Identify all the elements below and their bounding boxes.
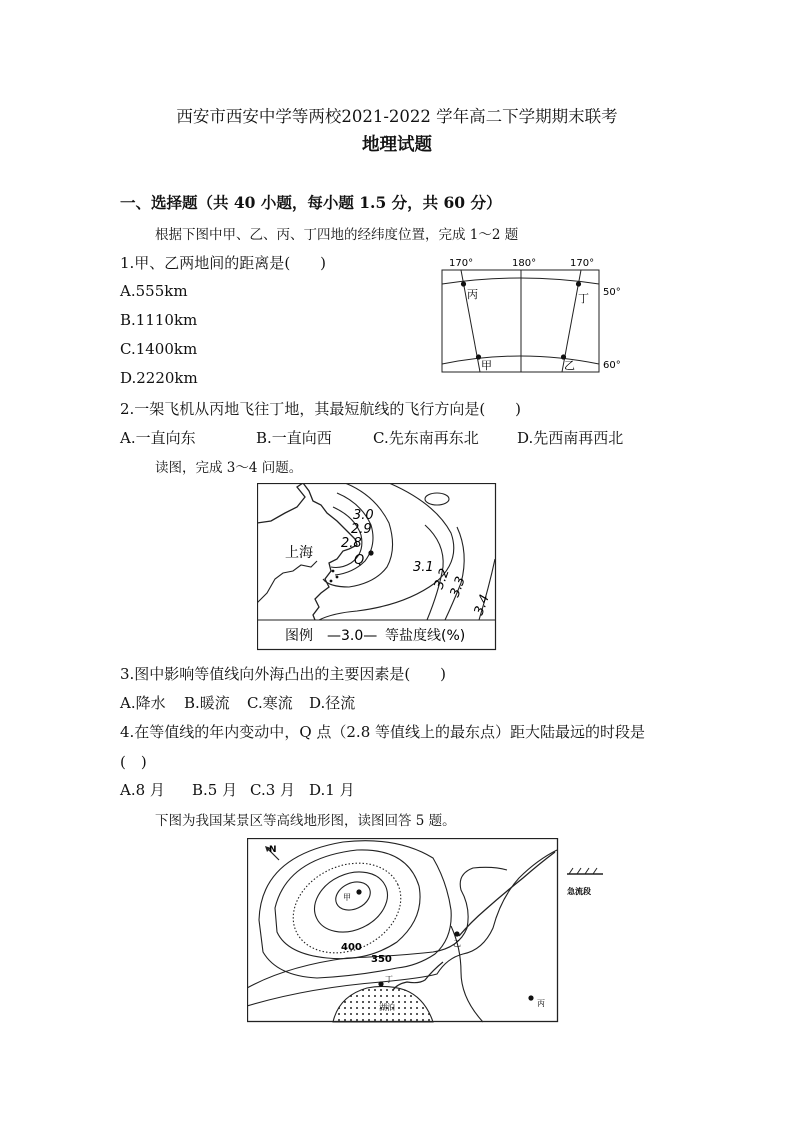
shoal-dot bbox=[336, 576, 339, 579]
isoline-label-3-2: 3.2 bbox=[431, 566, 453, 592]
point-yi bbox=[454, 931, 459, 936]
q3-option-b: B.暖流 bbox=[184, 694, 230, 712]
point-jia bbox=[356, 889, 361, 894]
isoline-label-3-4: 3.4 bbox=[471, 592, 493, 618]
isoline-label-3-3: 3.3 bbox=[447, 574, 469, 600]
label-yi: 乙 bbox=[564, 359, 575, 372]
elev-label-350: 350 bbox=[371, 954, 392, 965]
q2-option-c: C.先东南再东北 bbox=[373, 429, 479, 447]
point-ding bbox=[378, 981, 383, 986]
contour-map-figure bbox=[247, 838, 617, 1028]
point-bing bbox=[528, 995, 533, 1000]
q3-option-d: D.径流 bbox=[309, 694, 356, 712]
shoal-dot bbox=[332, 570, 335, 573]
label-ding: 丁 bbox=[385, 975, 393, 984]
q1-option-b: B.1110km bbox=[120, 311, 198, 329]
point-bing bbox=[461, 281, 466, 286]
lake-label: 湖泊 bbox=[379, 1003, 395, 1012]
legend-sample: —3.0— bbox=[327, 628, 378, 644]
point-ding bbox=[576, 281, 581, 286]
city-label-shanghai: 上海 bbox=[285, 545, 313, 561]
q1-option-c: C.1400km bbox=[120, 340, 198, 358]
q4-stem: 4.在等值线的年内变动中，Q 点（2.8 等值线上的最东点）距大陆最远的时段是 bbox=[120, 723, 646, 741]
salinity-map-figure bbox=[257, 483, 497, 651]
intro-q3-q4: 读图，完成 3～4 问题。 bbox=[155, 460, 303, 476]
lat-top-label: 50° bbox=[603, 287, 621, 298]
legend-text: 等盐度线(%) bbox=[385, 628, 466, 644]
q4-option-a: A.8 月 bbox=[120, 781, 165, 799]
latlong-grid-figure bbox=[440, 252, 630, 376]
q4-bracket: ( ) bbox=[120, 753, 147, 771]
legend-rapids-label: 急流段 bbox=[567, 887, 591, 896]
q3-stem: 3.图中影响等值线向外海凸出的主要因素是( ) bbox=[120, 665, 447, 683]
q1-stem: 1.甲、乙两地间的距离是( ) bbox=[120, 254, 327, 272]
isoline-label-2-8: 2.8 bbox=[341, 536, 362, 551]
label-q: Q bbox=[354, 553, 365, 568]
isoline-label-3-0: 3.0 bbox=[353, 508, 374, 523]
label-bing: 丙 bbox=[467, 288, 478, 301]
label-jia: 甲 bbox=[343, 893, 351, 902]
elev-label-400: 400 bbox=[341, 942, 362, 953]
label-ding: 丁 bbox=[578, 292, 589, 305]
intro-q5: 下图为我国某景区等高线地形图，读图回答 5 题。 bbox=[155, 813, 456, 829]
q2-option-b: B.一直向西 bbox=[256, 429, 332, 447]
label-jia: 甲 bbox=[481, 359, 492, 372]
lon-left-label: 170° bbox=[449, 258, 474, 269]
north-label: N bbox=[269, 845, 277, 855]
point-q bbox=[368, 550, 373, 555]
q3-option-c: C.寒流 bbox=[247, 694, 293, 712]
q1-option-a: A.555km bbox=[120, 282, 188, 300]
lon-mid-label: 180° bbox=[512, 258, 537, 269]
q4-option-d: D.1 月 bbox=[309, 781, 355, 799]
q2-option-d: D.先西南再西北 bbox=[517, 429, 624, 447]
shoal-dot bbox=[330, 580, 333, 583]
q1-option-d: D.2220km bbox=[120, 369, 198, 387]
exam-subtitle: 地理试题 bbox=[362, 135, 432, 155]
label-yi: 乙 bbox=[453, 939, 461, 948]
intro-q1-q2: 根据下图中甲、乙、丙、丁四地的经纬度位置，完成 1～2 题 bbox=[155, 227, 519, 243]
q4-option-c: C.3 月 bbox=[250, 781, 296, 799]
q3-option-a: A.降水 bbox=[120, 694, 166, 712]
q4-option-b: B.5 月 bbox=[192, 781, 238, 799]
legend-prefix: 图例 bbox=[285, 628, 313, 644]
label-bing: 丙 bbox=[537, 999, 545, 1008]
section-heading: 一、选择题（共 40 小题，每小题 1.5 分，共 60 分） bbox=[120, 193, 502, 212]
isoline-label-2-9: 2.9 bbox=[351, 522, 372, 537]
lon-right-label: 170° bbox=[570, 258, 595, 269]
q2-stem: 2.一架飞机从丙地飞往丁地，其最短航线的飞行方向是( ) bbox=[120, 400, 522, 418]
q2-option-a: A.一直向东 bbox=[120, 429, 196, 447]
exam-title: 西安市西安中学等两校2021-2022 学年高二下学期期末联考 bbox=[176, 107, 618, 126]
legend-rapids-hatch-icon bbox=[569, 868, 597, 874]
lat-bottom-label: 60° bbox=[603, 360, 621, 371]
isoline-label-3-1: 3.1 bbox=[413, 560, 434, 575]
